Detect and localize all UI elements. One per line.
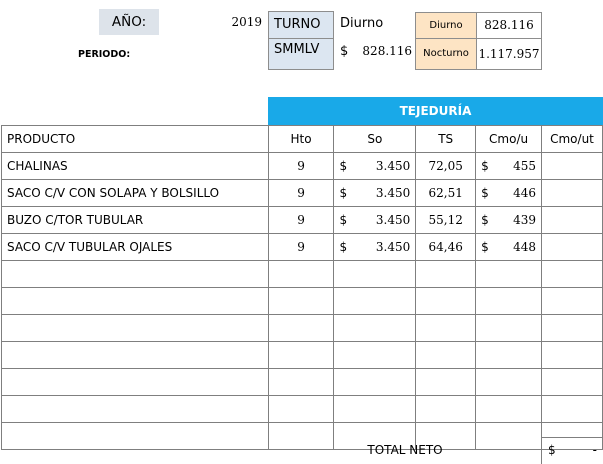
cell-so[interactable]	[334, 288, 416, 315]
cell-so[interactable]	[334, 342, 416, 369]
cell-ts[interactable]	[416, 261, 476, 288]
cell-hto[interactable]	[268, 369, 334, 396]
cell-so[interactable]	[334, 153, 416, 180]
header-cmo-u: Cmo/u	[476, 126, 542, 153]
header-so: So	[334, 126, 416, 153]
cell-producto[interactable]	[2, 423, 269, 450]
cell-ts[interactable]: 55,12	[416, 207, 476, 234]
cmo-u-value: 446	[513, 186, 536, 200]
cmo-currency: $	[481, 159, 489, 173]
cell-so[interactable]	[334, 396, 416, 423]
cell-so[interactable]	[334, 369, 416, 396]
cell-cmo-ut[interactable]	[542, 396, 603, 423]
cell-hto[interactable]: 9	[268, 234, 334, 261]
year-label: AÑO:	[99, 9, 159, 35]
table-row	[2, 288, 603, 315]
cell-producto[interactable]: SACO C/V TUBULAR OJALES	[2, 234, 269, 261]
so-value: 3.450	[375, 159, 411, 173]
rate-value-diurno[interactable]: 828.116	[476, 12, 542, 39]
cell-ts[interactable]	[416, 288, 476, 315]
cell-cmo-ut[interactable]	[542, 261, 603, 288]
table-row	[2, 342, 603, 369]
cell-so[interactable]	[334, 261, 416, 288]
cell-so[interactable]	[334, 207, 416, 234]
table-row	[2, 180, 603, 207]
cell-hto[interactable]	[268, 342, 334, 369]
so-value: 3.450	[375, 213, 411, 227]
turno-label: TURNO	[268, 11, 334, 39]
header-cmo-ut: Cmo/ut	[542, 126, 603, 153]
so-value: 3.450	[375, 240, 411, 254]
cmo-currency: $	[481, 186, 489, 200]
cell-cmo-ut[interactable]	[542, 315, 603, 342]
smmlv-currency: $	[340, 44, 349, 59]
cell-cmo-ut[interactable]	[542, 234, 603, 261]
table-row	[2, 261, 603, 288]
so-currency: $	[339, 240, 348, 254]
cell-ts[interactable]	[416, 342, 476, 369]
cell-cmo-ut[interactable]	[542, 180, 603, 207]
cmo-u-value: 455	[513, 159, 536, 173]
cell-hto[interactable]	[268, 396, 334, 423]
table-row	[2, 396, 603, 423]
cell-producto[interactable]	[2, 396, 269, 423]
table-row	[2, 153, 603, 180]
table-header-row	[2, 126, 603, 153]
cell-producto[interactable]	[2, 342, 269, 369]
table-row	[2, 369, 603, 396]
cell-ts[interactable]: 64,46	[416, 234, 476, 261]
cell-cmo-ut[interactable]	[542, 207, 603, 234]
cell-cmo-u[interactable]	[476, 153, 542, 180]
header-ts: TS	[416, 126, 476, 153]
cell-ts[interactable]: 62,51	[416, 180, 476, 207]
header-producto: PRODUCTO	[2, 126, 269, 153]
cell-producto[interactable]	[2, 288, 269, 315]
period-label: PERIODO:	[78, 49, 131, 60]
so-value: 3.450	[375, 186, 411, 200]
table-row	[2, 234, 603, 261]
cell-ts[interactable]: 72,05	[416, 153, 476, 180]
cell-cmo-u[interactable]	[476, 207, 542, 234]
cell-ts[interactable]	[416, 396, 476, 423]
smmlv-value: 828.116	[362, 44, 413, 58]
total-neto-cell[interactable]	[541, 437, 603, 464]
total-value: -	[592, 443, 597, 457]
so-currency: $	[339, 213, 348, 227]
cell-hto[interactable]	[268, 288, 334, 315]
smmlv-amount[interactable]	[340, 40, 420, 64]
cell-cmo-u[interactable]	[476, 234, 542, 261]
cell-cmo-u[interactable]	[476, 369, 542, 396]
cell-cmo-ut[interactable]	[542, 153, 603, 180]
cell-hto[interactable]: 9	[268, 153, 334, 180]
table-row	[2, 315, 603, 342]
cell-hto[interactable]: 9	[268, 180, 334, 207]
cell-so[interactable]	[334, 315, 416, 342]
cell-hto[interactable]	[268, 261, 334, 288]
cmo-currency: $	[481, 213, 489, 227]
products-table	[1, 125, 603, 450]
section-title-tejeduria: TEJEDURÍA	[268, 97, 603, 125]
cell-producto[interactable]	[2, 261, 269, 288]
total-neto-label: TOTAL NETO	[367, 443, 443, 457]
cell-producto[interactable]: BUZO C/TOR TUBULAR	[2, 207, 269, 234]
so-currency: $	[339, 186, 348, 200]
cell-cmo-u[interactable]	[476, 180, 542, 207]
cell-ts[interactable]	[416, 369, 476, 396]
cmo-currency: $	[481, 240, 489, 254]
cell-ts[interactable]	[416, 315, 476, 342]
cmo-u-value: 448	[513, 240, 536, 254]
cell-cmo-ut[interactable]	[542, 342, 603, 369]
cell-so[interactable]	[334, 234, 416, 261]
cell-producto[interactable]	[2, 369, 269, 396]
cell-so[interactable]	[334, 180, 416, 207]
cmo-u-value: 439	[513, 213, 536, 227]
cell-producto[interactable]: SACO C/V CON SOLAPA Y BOLSILLO	[2, 180, 269, 207]
cell-cmo-ut[interactable]	[542, 288, 603, 315]
cell-cmo-u[interactable]	[476, 261, 542, 288]
year-value[interactable]: 2019	[231, 15, 262, 29]
total-currency: $	[548, 443, 556, 457]
rate-label-nocturno: Nocturno	[415, 38, 477, 70]
so-currency: $	[339, 159, 348, 173]
cell-producto[interactable]: CHALINAS	[2, 153, 269, 180]
cell-hto[interactable]: 9	[268, 207, 334, 234]
cell-cmo-u[interactable]	[476, 342, 542, 369]
smmlv-label: SMMLV	[268, 38, 334, 70]
cell-producto[interactable]	[2, 315, 269, 342]
cell-hto[interactable]	[268, 315, 334, 342]
cell-cmo-u[interactable]	[476, 396, 542, 423]
header-hto: Hto	[268, 126, 334, 153]
rate-value-nocturno[interactable]: 1.117.957	[476, 38, 542, 70]
turno-value[interactable]: Diurno	[340, 16, 384, 31]
cell-cmo-u[interactable]	[476, 315, 542, 342]
rate-label-diurno: Diurno	[415, 12, 477, 39]
cell-cmo-u[interactable]	[476, 288, 542, 315]
cell-cmo-ut[interactable]	[542, 369, 603, 396]
table-row	[2, 207, 603, 234]
